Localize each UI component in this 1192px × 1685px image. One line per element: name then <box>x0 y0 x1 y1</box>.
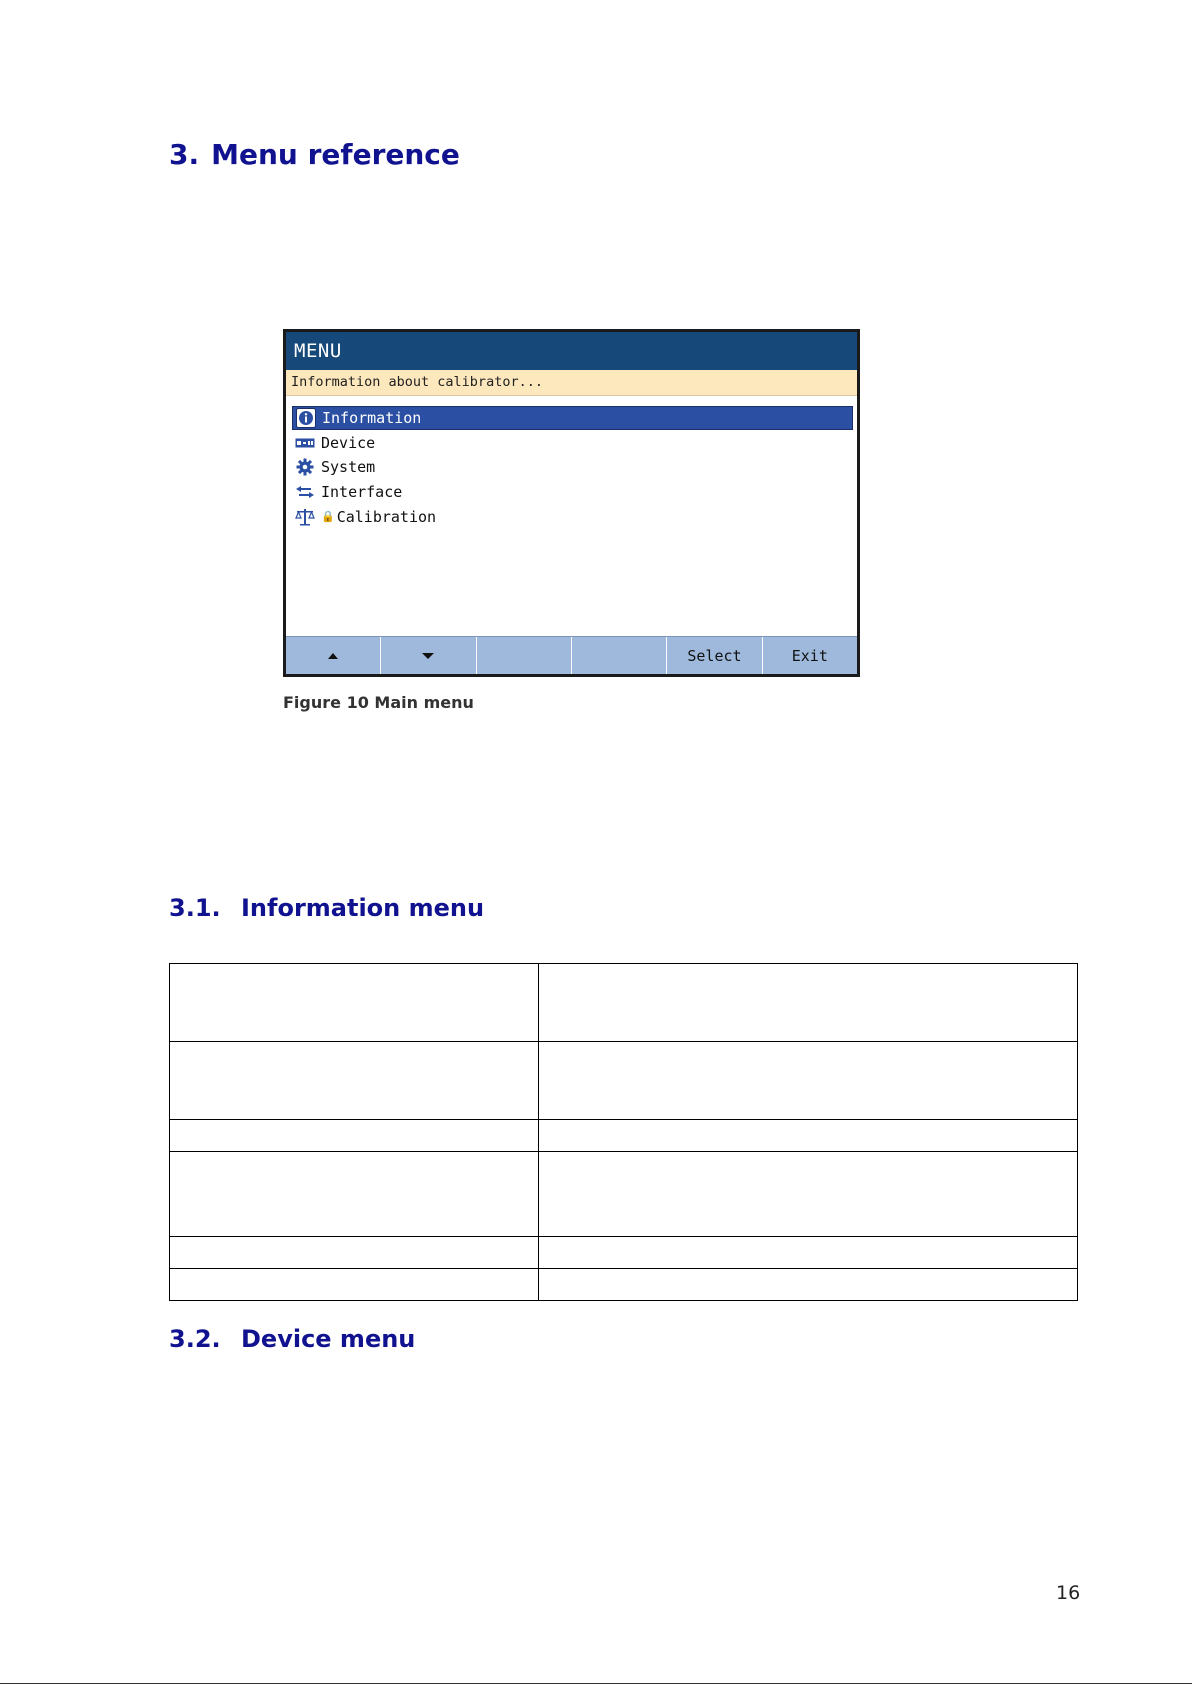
menu-item-label: Interface <box>321 483 403 502</box>
menu-item-label: Device <box>321 433 376 452</box>
section-number: 3. <box>169 138 200 171</box>
table-cell <box>170 1237 539 1269</box>
table-cell <box>170 1120 539 1152</box>
softkey-bar <box>286 636 857 674</box>
table-cell <box>539 1120 1078 1152</box>
screen-title-bar: MENU <box>286 332 857 370</box>
table-cell <box>539 1237 1078 1269</box>
subsection-title: Information menu <box>241 894 485 922</box>
table-cell <box>539 964 1078 1042</box>
subsection-heading-device <box>169 1325 415 1353</box>
table-cell <box>170 964 539 1042</box>
menu-list <box>292 406 853 529</box>
table-row <box>170 1120 1078 1152</box>
softkey-exit[interactable]: Exit <box>791 646 828 665</box>
subsection-heading-information <box>169 894 484 922</box>
screen-status-bar: Information about calibrator... <box>286 370 857 396</box>
softkey-down[interactable] <box>381 637 476 674</box>
page-bottom-rule <box>0 1683 1192 1684</box>
table-row <box>170 1237 1078 1269</box>
menu-item-label: Calibration <box>336 507 437 526</box>
table-cell <box>539 1042 1078 1120</box>
table-row <box>170 964 1078 1042</box>
table-row <box>170 1152 1078 1237</box>
softkey-up[interactable] <box>286 637 381 674</box>
menu-item-label: System <box>321 458 376 477</box>
section-heading <box>169 138 460 171</box>
softkey-empty-1[interactable] <box>477 637 572 674</box>
table-row <box>170 1042 1078 1120</box>
menu-item-calibration[interactable] <box>292 505 853 529</box>
menu-item-information[interactable] <box>292 406 853 430</box>
table-cell <box>539 1152 1078 1237</box>
table-cell <box>170 1042 539 1120</box>
softkey-empty-2[interactable] <box>572 637 667 674</box>
menu-item-device[interactable] <box>292 431 853 455</box>
section-title: Menu reference <box>211 138 460 171</box>
info-icon <box>295 408 317 428</box>
scales-icon <box>294 507 316 527</box>
information-menu-table <box>169 963 1078 1301</box>
menu-item-interface[interactable] <box>292 480 853 504</box>
table-cell <box>170 1152 539 1237</box>
figure-caption: Figure 10 Main menu <box>283 693 474 712</box>
down-icon <box>422 653 434 659</box>
gear-icon <box>294 457 316 477</box>
main-menu-screen <box>283 329 860 677</box>
subsection-number: 3.2. <box>169 1325 221 1353</box>
table-row <box>170 1269 1078 1301</box>
up-icon <box>328 653 338 659</box>
subsection-number: 3.1. <box>169 894 221 922</box>
device-icon <box>294 433 316 453</box>
table-cell <box>539 1269 1078 1301</box>
table-cell <box>170 1269 539 1301</box>
lock-icon: 🔒 <box>321 510 335 524</box>
menu-item-system[interactable] <box>292 455 853 479</box>
page-number: 16 <box>1056 1582 1081 1604</box>
arrows-icon <box>294 482 316 502</box>
subsection-title: Device menu <box>241 1325 416 1353</box>
menu-item-label: Information <box>322 409 422 427</box>
softkey-select[interactable]: Select <box>667 637 762 674</box>
